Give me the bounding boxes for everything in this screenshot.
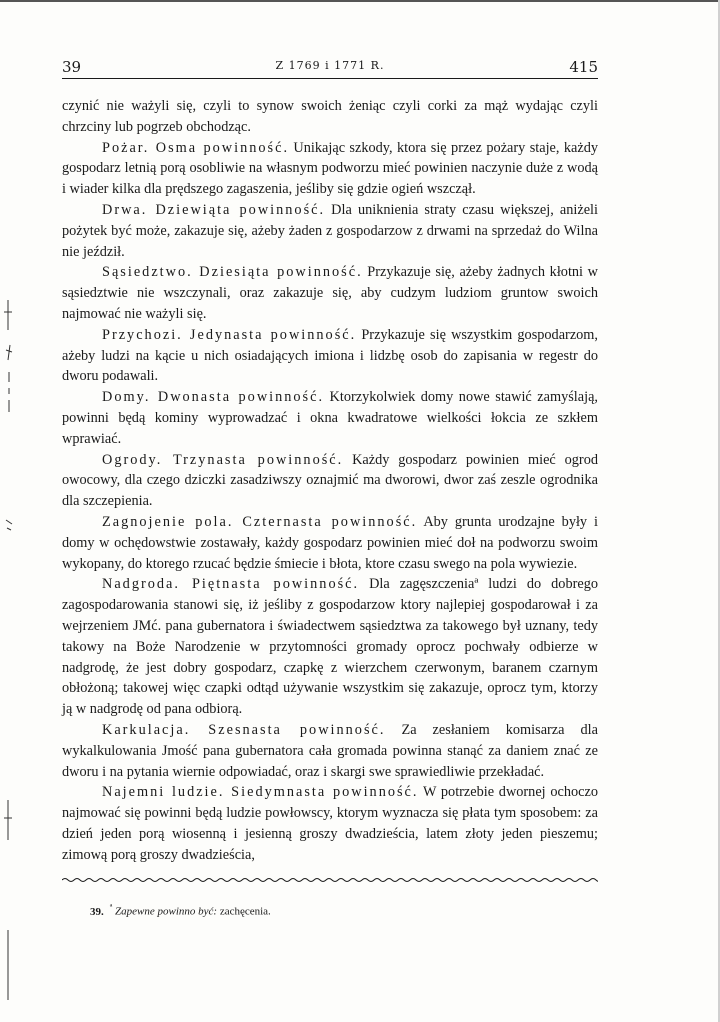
paragraph (62, 574, 598, 720)
paragraph-text: Ktorzykolwiek domy nowe stawić zamyślają, powinni będą kominy wyprowadzać i okna kwadratowe wielkości łokcia ze szkłem wprawiać. (62, 389, 598, 447)
document-number: 39 (62, 58, 82, 76)
section-heading: Karkulacja. Szesnasta powinność. (102, 721, 386, 738)
paragraph (62, 387, 598, 449)
paragraph-text: Unikając szkody, ktora się przez pożary staje, każdy gospodarz letnią porą osobliwie na własnym podworzu mieć powinien naczynie duże z wodą i wiader kilka dla prędszego zagaszenia, jeśliby się gdzie ogień wszczął. (62, 139, 599, 198)
section-heading: Przychozi. Jedynasta powinność. (102, 326, 357, 343)
header-rule (62, 78, 598, 79)
margin-mark (6, 520, 12, 530)
paragraph (62, 720, 598, 782)
section-heading: Ogrody. Trzynasta powinność. (102, 451, 344, 468)
section-heading: Sąsiedztwo. Dziesiąta powinność. (102, 264, 363, 281)
footnote-label: 39. (90, 905, 104, 918)
margin-marks (0, 0, 20, 1022)
section-heading: Drwa. Dziewiąta powinność. (102, 201, 326, 218)
section-heading: Domy. Dwonasta powinność. (102, 389, 325, 406)
section-heading: Zagnojenie pola. Czternasta powinność. (102, 513, 418, 530)
paragraph (62, 96, 598, 138)
margin-mark (6, 345, 12, 360)
footnote-text: zachęcenia. (219, 905, 271, 918)
margin-mark (4, 800, 12, 840)
paragraph-text: Za zesłaniem komisarza dla wykalkulowania Jmość pana gubernatora cała gromada powinna stanąć za daniem znać ze dworu i na pytania wiernie odpowiadać, oraz i skargi swe sprawiedliwie przekładać. (62, 721, 598, 780)
paragraph-text: Aby grunta urodzajne były i domy w ochędowstwie zostawały, każdy gospodarz powinien mieć doł na podworzu swoim wykopany, do ktorego rzucać będzie śmiecie i błota, ktore czasu swego na pola wywiezie. (62, 513, 598, 572)
section-heading: Pożar. Osma powinność. (102, 139, 290, 156)
paragraph (62, 200, 598, 262)
footnote-note: Zapewne powinno być: (115, 905, 218, 918)
running-title: Z 1769 i 1771 R. (275, 59, 385, 72)
paragraph-text: Każdy gospodarz powinien mieć ogrod owocowy, dla czego dziczki zasadziwszy oznajmić ma dworowi, dwor zaś zeszle ogrodnika dla szczepienia. (62, 451, 598, 510)
footnote (90, 902, 271, 918)
paragraph (62, 138, 598, 200)
body-text (62, 96, 598, 865)
paragraph-text: W potrzebie dwornej ochoczo najmować się powinni będą ludzie powłowscy, ktorym wyznacza się płata tym sposobem: za dzień jeden porą wiosenną i jesienną groszy dwadzieścia, latem złoty jeden pieszemu; zimową porą groszy dwadzieścia, (62, 784, 598, 863)
paragraph (62, 782, 598, 865)
paragraph (62, 325, 598, 387)
footnote-marker: ª (109, 902, 113, 912)
paragraph (62, 512, 598, 574)
section-heading: Najemni ludzie. Siedymnasta powinność. (102, 784, 419, 801)
paragraph-text: Dla zagęszczeniaª ludzi do dobrego zagospodarowania stanowi się, iż jeśliby z gospodarzow ktory najlepiej gospodarował i za wejrzeniem JMć. pana gubernatora i świadectwem sąsiedztwa za takowego był uznany, tedy takowy na Boże Narodzenie w przytomności gromady oprocz pochwały odbierze w nadgrodę, że jest dobry gospodarz, czapkę z wierzchem czerwonym, baranem czarnym obłożoną; takowej więc czapki odtąd używanie wszystkim się zakazuje, oprocz tym, ktorzy ją w nadgrodę od pana odbiorą. (62, 576, 599, 718)
paragraph-text: czynić nie ważyli się, czyli to synow swoich żeniąc czyli corki za mąż wydając czyli chrzciny lub pogrzeb obchodząc. (62, 98, 598, 135)
margin-mark (4, 300, 12, 330)
paragraph-text: Dla uniknienia straty czasu większej, aniżeli pożytek być może, zakazuje się, ażeby żaden z gospodarzow z drwami na sprzedaż do Wilna nie jeździł. (62, 201, 598, 260)
scan-top-edge (0, 0, 720, 2)
paragraph (62, 450, 598, 512)
paragraph (62, 262, 598, 324)
footnote-separator (62, 876, 598, 884)
page-number: 415 (569, 58, 598, 76)
section-heading: Nadgroda. Piętnasta powinność. (102, 576, 360, 593)
running-header (62, 58, 598, 78)
paragraph-text: Przykazuje się, ażeby żadnych kłotni w sąsiedztwie nie wszczynali, oraz zakazuje się, aby cudzym ludziom gruntow swoich najmować nie ważyli się. (62, 264, 598, 322)
paragraph-text: Przykazuje się wszystkim gospodarzom, ażeby ludzi na kącie u nich osiadających imiona i lidzbę osob do zapisania w regestr do dworu podawali. (62, 326, 599, 385)
